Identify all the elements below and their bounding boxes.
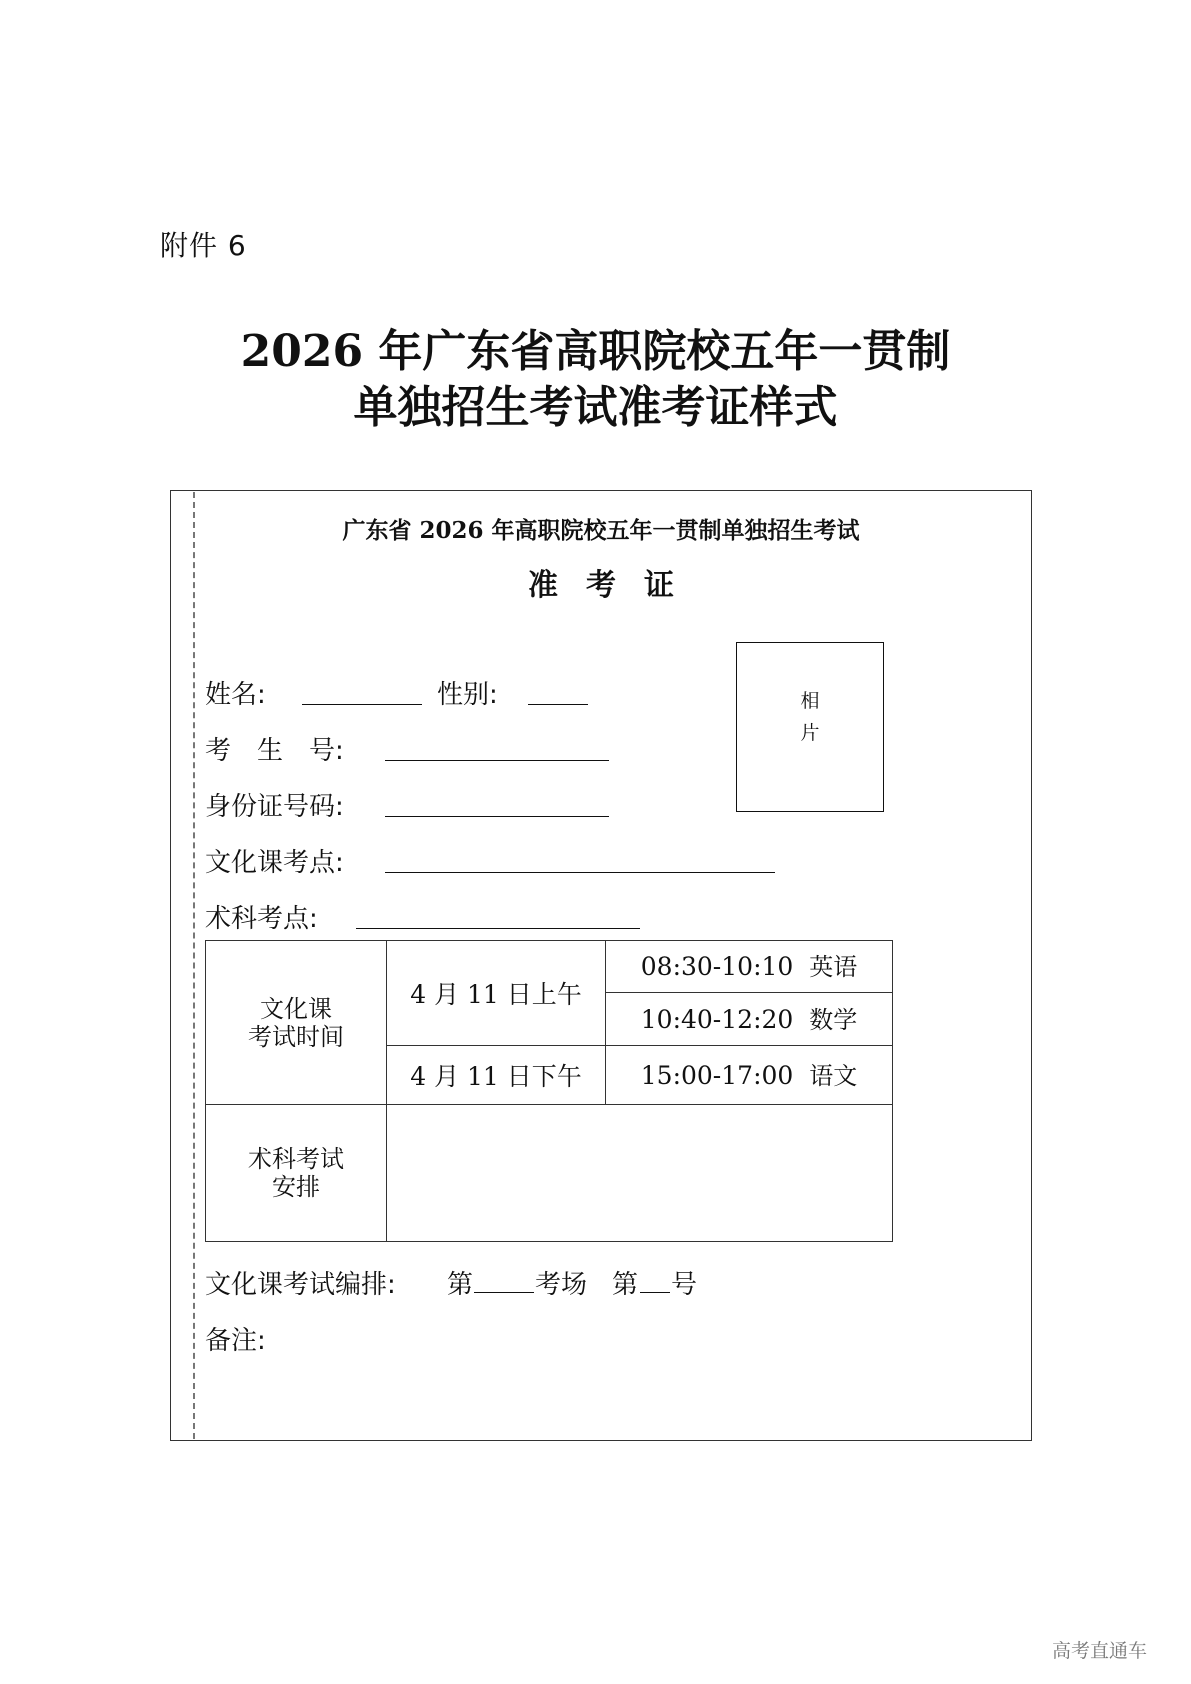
document-title-line1: 2026 年广东省高职院校五年一贯制 [240, 326, 951, 377]
exam-number-label: 考 生 号: [205, 736, 344, 766]
table-row [206, 941, 893, 993]
card-header-exam-name: 广东省 2026 年高职院校五年一贯制单独招生考试 [342, 517, 860, 544]
arrangement-seat-prefix: 第 [612, 1270, 639, 1300]
annex-label: 附件 6 [160, 229, 247, 262]
arrangement-label: 文化课考试编排: [205, 1270, 396, 1300]
exam-schedule-table [205, 940, 893, 1242]
gender-field[interactable] [528, 704, 588, 705]
schedule-date-morning: 4 月 11 日上午 [387, 941, 606, 1046]
culture-site-label: 文化课考点: [205, 848, 344, 878]
watermark: 高考直通车 [1052, 1640, 1148, 1662]
schedule-slot-math: 10:40-12:20 数学 [606, 993, 893, 1046]
schedule-date-afternoon: 4 月 11 日下午 [387, 1046, 606, 1105]
schedule-slot-english: 08:30-10:10 英语 [606, 941, 893, 993]
document-title-line2: 单独招生考试准考证样式 [353, 382, 838, 433]
photo-box [736, 642, 884, 812]
art-site-field[interactable] [356, 928, 640, 929]
name-label: 姓名: [205, 680, 266, 710]
exam-number-field[interactable] [385, 760, 609, 761]
culture-schedule-header: 文化课 考试时间 [206, 941, 387, 1105]
arrangement-room-suffix: 考场 [535, 1270, 588, 1300]
art-schedule-value[interactable] [387, 1105, 893, 1242]
table-row [206, 1105, 893, 1242]
art-schedule-header: 术科考试 安排 [206, 1105, 387, 1242]
culture-site-field[interactable] [385, 872, 775, 873]
tear-line [193, 492, 195, 1439]
name-field[interactable] [302, 704, 422, 705]
id-number-label: 身份证号码: [205, 792, 344, 822]
gender-label: 性别: [437, 680, 498, 710]
arrangement-seat-suffix: 号 [671, 1270, 698, 1300]
arrangement-room-prefix: 第 [447, 1270, 474, 1300]
art-site-label: 术科考点: [205, 904, 318, 934]
seat-number-field[interactable] [640, 1292, 670, 1293]
exam-room-field[interactable] [474, 1292, 534, 1293]
photo-label: 相 片 [800, 690, 820, 744]
schedule-slot-chinese: 15:00-17:00 语文 [606, 1046, 893, 1105]
card-header-title: 准考证 [528, 568, 702, 603]
id-number-field[interactable] [385, 816, 609, 817]
remarks-label: 备注: [205, 1326, 266, 1356]
